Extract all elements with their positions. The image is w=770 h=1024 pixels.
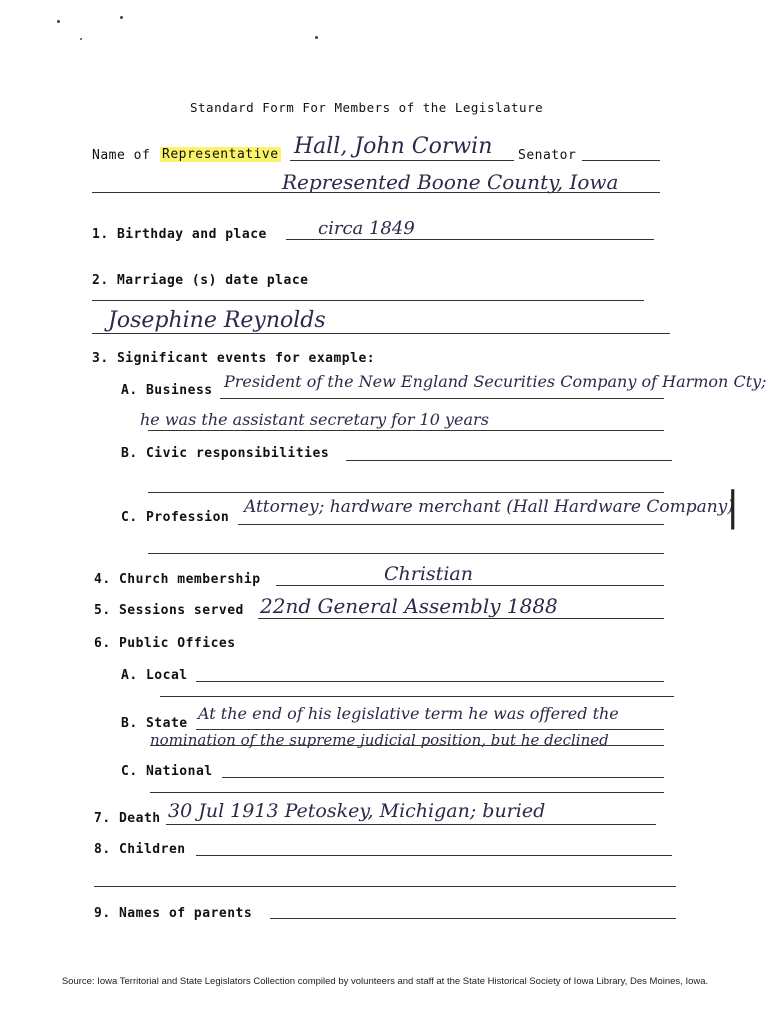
form-title: Standard Form For Members of the Legislature [190,100,544,115]
scan-speck [80,38,82,40]
q6c-label: C. National [121,764,213,779]
q2-line-1 [92,300,644,301]
state-handwriting-2: nomination of the supreme judicial position, but he declined [150,731,609,749]
q2-line-2 [92,333,670,334]
profession-handwriting: Attorney; hardware merchant (Hall Hardware Company) [244,497,734,517]
representative-highlight: Representative [162,147,279,162]
senator-label: Senator [518,148,577,163]
q7-line [166,824,656,825]
q2-label: 2. Marriage (s) date place [92,273,309,288]
q1-label: 1. Birthday and place [92,227,267,242]
scan-speck [315,36,318,39]
death-handwriting: 30 Jul 1913 Petoskey, Michigan; buried [168,800,546,822]
q3b-label: B. Civic responsibilities [121,446,330,461]
q3c-line-1 [238,524,664,525]
business-handwriting-2: he was the assistant secretary for 10 years [140,410,489,429]
scan-speck [57,20,60,23]
q6a-line-2 [160,696,674,697]
q8-label: 8. Children [94,842,186,857]
name-of-label: Name of [92,148,151,163]
representative-label [160,147,281,162]
q3a-line-2 [148,430,664,431]
q6a-label: A. Local [121,668,188,683]
birth-handwriting: circa 1849 [318,218,415,239]
scan-speck [120,16,123,19]
q6b-label: B. State [121,716,188,731]
q3-label: 3. Significant events for example: [92,351,376,366]
q3b-line-1 [346,460,672,461]
q3c-line-2 [148,553,664,554]
q1-line [286,239,654,240]
church-handwriting: Christian [384,563,473,585]
q3a-line-1 [220,398,664,399]
q5-line [258,618,664,619]
q6a-line-1 [196,681,664,682]
q6c-line-1 [222,777,664,778]
name-line [290,160,514,161]
marriage-handwriting: Josephine Reynolds [108,308,326,333]
q7-label: 7. Death [94,811,161,826]
q6b-line-1 [196,729,664,730]
q3a-label: A. Business [121,383,213,398]
name-line-2 [92,192,660,193]
q6b-line-2 [150,745,664,746]
source-note: Source: Iowa Territorial and State Legislators Collection compiled by volunteers and staff at the State Historical Society of Iowa Library, Des Moines, Iowa. [61,976,709,987]
q6-label: 6. Public Offices [94,636,236,651]
q6c-line-2 [150,792,664,793]
represented-handwriting: Represented Boone County, Iowa [282,170,619,194]
q5-label: 5. Sessions served [94,603,244,618]
q8-line-1 [196,855,672,856]
bracket-mark: | [726,484,740,530]
state-handwriting-1: At the end of his legislative term he was offered the [198,704,619,723]
q9-line [270,918,676,919]
q9-label: 9. Names of parents [94,906,253,921]
q3b-line-2 [148,492,664,493]
q4-line [276,585,664,586]
name-handwriting: Hall, John Corwin [294,134,493,159]
senator-line [582,160,660,161]
q3c-label: C. Profession [121,510,230,525]
q4-label: 4. Church membership [94,572,261,587]
business-handwriting-1: President of the New England Securities Company of Harmon Cty; [224,372,767,391]
sessions-handwriting: 22nd General Assembly 1888 [260,594,558,618]
q8-line-2 [94,886,676,887]
